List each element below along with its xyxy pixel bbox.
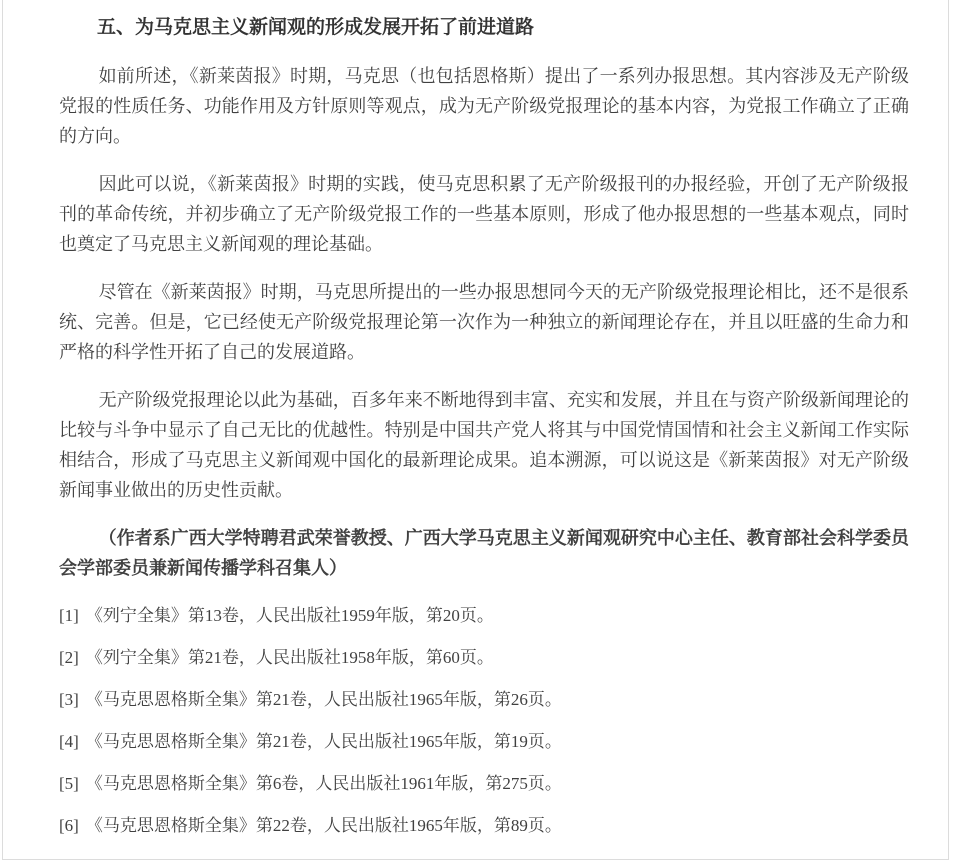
footnote-text: 《马克思恩格斯全集》第21卷，人民出版社1965年版，第26页。 [85,690,562,709]
footnote-marker: [3] [59,690,79,709]
footnote-text: 《马克思恩格斯全集》第6卷，人民出版社1961年版，第275页。 [85,774,562,793]
body-paragraph-4: 无产阶级党报理论以此为基础，百多年来不断地得到丰富、充实和发展，并且在与资产阶级新闻理论的比较与斗争中显示了自己无比的优越性。特别是中国共产党人将其与中国党情国情和社会主义新闻工作实际相结合，形成了马克思主义新闻观中国化的最新理论成果。追本溯源，可以说这是《新莱茵报》对无产阶级新闻事业做出的历史性贡献。 [59,390,909,500]
footnote-3 [59,685,909,715]
footnote-text: 《列宁全集》第21卷，人民出版社1958年版，第60页。 [85,648,494,667]
footnotes-section [59,601,909,841]
body-paragraph-2: 因此可以说，《新莱茵报》时期的实践，使马克思积累了无产阶级报刊的办报经验，开创了无产阶级报刊的革命传统，并初步确立了无产阶级党报工作的一些基本原则，形成了他办报思想的一些基本观点，同时也奠定了马克思主义新闻观的理论基础。 [59,174,909,254]
footnote-marker: [5] [59,774,79,793]
footnote-6 [59,811,909,841]
footnote-text: 《马克思恩格斯全集》第22卷，人民出版社1965年版，第89页。 [85,816,562,835]
footnote-5 [59,769,909,799]
footnote-marker: [4] [59,732,79,751]
footnote-marker: [6] [59,816,79,835]
section-heading: 五、为马克思主义新闻观的形成发展开拓了前进道路 [97,17,535,38]
body-paragraph-3: 尽管在《新莱茵报》时期，马克思所提出的一些办报思想同今天的无产阶级党报理论相比，还不是很系统、完善。但是，它已经使无产阶级党报理论第一次作为一种独立的新闻理论存在，并且以旺盛的生命力和严格的科学性开拓了自己的发展道路。 [59,282,909,362]
footnote-1 [59,601,909,631]
footnote-2 [59,643,909,673]
document-page [2,0,949,860]
footnote-marker: [2] [59,648,79,667]
footnote-text: 《马克思恩格斯全集》第21卷，人民出版社1965年版，第19页。 [85,732,562,751]
footnote-text: 《列宁全集》第13卷，人民出版社1959年版，第20页。 [85,606,494,625]
author-note: （作者系广西大学特聘君武荣誉教授、广西大学马克思主义新闻观研究中心主任、教育部社会科学委员会学部委员兼新闻传播学科召集人） [59,528,909,578]
footnote-4 [59,727,909,757]
footnote-marker: [1] [59,606,79,625]
body-paragraph-1: 如前所述，《新莱茵报》时期，马克思（也包括恩格斯）提出了一系列办报思想。其内容涉及无产阶级党报的性质任务、功能作用及方针原则等观点，成为无产阶级党报理论的基本内容，为党报工作确立了正确的方向。 [59,66,909,146]
